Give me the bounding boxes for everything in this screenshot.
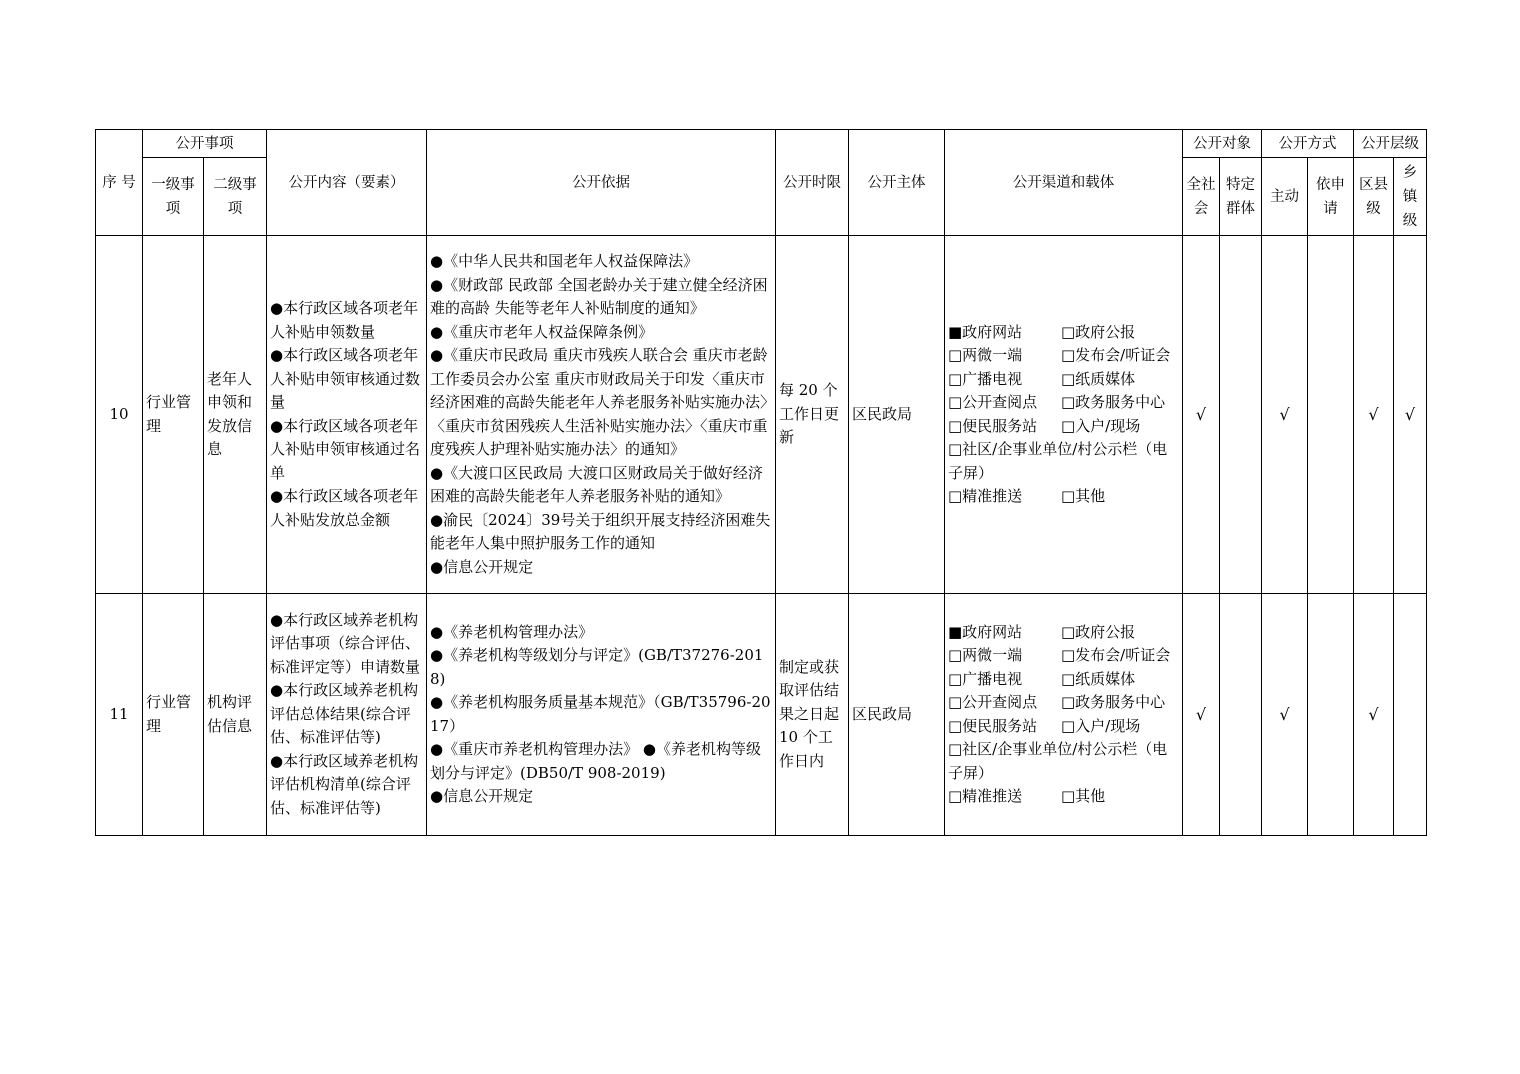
row-level2: 机构评估信息 [204, 594, 267, 836]
row-method-apply [1308, 236, 1354, 594]
row-seq: 10 [96, 236, 143, 594]
channel-other: □其他 [1061, 787, 1106, 805]
basis-item: ●《中华人民共和国老年人权益保障法》 [430, 252, 699, 270]
channel-other: □其他 [1061, 487, 1106, 505]
row-level2: 老年人申领和发放信息 [204, 236, 267, 594]
basis-item: ●《养老机构管理办法》 [430, 622, 594, 641]
row-time-limit: 制定或获取评估结果之日起 10 个工作日内 [776, 594, 849, 836]
header-content: 公开内容（要素） [267, 130, 427, 236]
channel-gov-gazette: □政府公报 [1061, 622, 1136, 641]
channel-reading-point: □公开查阅点 [948, 693, 1038, 711]
channel-two-wei: □两微一端 [948, 646, 1023, 664]
header-subject: 公开主体 [849, 130, 945, 236]
row-content [267, 236, 427, 594]
row-target-all: √ [1183, 236, 1220, 594]
content-item: ●本行政区域养老机构评估总体结果(综合评估、标准评估等) [270, 681, 419, 747]
content-item: ●本行政区域各项老年人补贴申领数量 [270, 299, 419, 341]
channel-door: □入户/现场 [1061, 716, 1141, 735]
channel-gov-site: ■政府网站 [948, 622, 1023, 641]
row-target-specific [1220, 236, 1262, 594]
row-subject: 区民政局 [849, 594, 945, 836]
basis-item: ●《养老机构等级划分与评定》(GB/T37276-2018) [430, 646, 764, 688]
header-target-all: 全社会 [1183, 158, 1220, 236]
row-method-apply [1308, 594, 1354, 836]
basis-item: ●《重庆市民政局 重庆市残疾人联合会 重庆市老龄工作委员会办公室 重庆市财政局关于印发〈重庆市经济困难的高龄失能老年人养老服务补贴实施办法〉〈重庆市贫困残疾人生活补贴实施办法〉〈重庆市重度残疾人护理补贴实施办法〉的通知》 [430, 346, 768, 458]
channel-service-center: □政务服务中心 [1061, 693, 1166, 711]
header-method: 公开方式 [1262, 130, 1354, 158]
basis-item: ●渝民〔2024〕39号关于组织开展支持经济困难失能老年人集中照护服务工作的通知 [430, 510, 771, 552]
row-seq: 11 [96, 594, 143, 836]
row-channels [945, 236, 1183, 594]
header-method-active: 主动 [1262, 158, 1308, 236]
channel-press: □发布会/听证会 [1061, 346, 1171, 364]
channel-two-wei: □两微一端 [948, 346, 1023, 364]
row-level-town: √ [1394, 236, 1427, 594]
header-target-specific: 特定群体 [1220, 158, 1262, 236]
channel-paper: □纸质媒体 [1061, 669, 1136, 688]
channel-broadcast: □广播电视 [948, 369, 1023, 388]
basis-item: ●《养老机构服务质量基本规范》（GB/T35796-2017） [430, 693, 771, 735]
channel-precise: □精准推送 [948, 487, 1023, 505]
row-time-limit: 每 20 个工作日更新 [776, 236, 849, 594]
header-level2: 二级事项 [204, 158, 267, 236]
header-seq: 序 号 [96, 130, 143, 236]
row-channels [945, 594, 1183, 836]
row-subject: 区民政局 [849, 236, 945, 594]
content-item: ●本行政区域各项老年人补贴申领审核通过数量 [270, 346, 421, 411]
basis-item: ●《重庆市养老机构管理办法》 ●《养老机构等级划分与评定》(DB50/T 908-2019) [430, 740, 761, 782]
channel-gov-site: ■政府网站 [948, 322, 1023, 341]
channel-bulletin: □社区/企事业单位/村公示栏（电子屏） [948, 740, 1168, 782]
channel-convenience: □便民服务站 [948, 716, 1038, 735]
basis-item: ●信息公开规定 [430, 787, 534, 805]
content-item: ●本行政区域各项老年人补贴发放总金额 [270, 487, 419, 529]
row-target-all: √ [1183, 594, 1220, 836]
basis-item: ●《财政部 民政部 全国老龄办关于建立健全经济困难的高龄 失能等老年人补贴制度的通知》 [430, 275, 768, 317]
table-row [96, 594, 1427, 836]
header-method-apply: 依申请 [1308, 158, 1354, 236]
row-level-county: √ [1354, 236, 1394, 594]
channel-door: □入户/现场 [1061, 416, 1141, 435]
content-item: ●本行政区域各项老年人补贴申领审核通过名单 [270, 416, 421, 482]
channel-service-center: □政务服务中心 [1061, 393, 1166, 411]
disclosure-table [95, 129, 1427, 836]
table-row [96, 236, 1427, 594]
channel-reading-point: □公开查阅点 [948, 393, 1038, 411]
row-target-specific [1220, 594, 1262, 836]
channel-bulletin: □社区/企事业单位/村公示栏（电子屏） [948, 440, 1168, 482]
channel-gov-gazette: □政府公报 [1061, 322, 1136, 341]
header-level-town: 乡镇级 [1394, 158, 1427, 236]
header-level-county: 区县级 [1354, 158, 1394, 236]
content-item: ●本行政区域养老机构评估事项（综合评估、标准评定等）申请数量 [270, 610, 421, 676]
row-method-active: √ [1262, 236, 1308, 594]
row-level-town [1394, 594, 1427, 836]
channel-paper: □纸质媒体 [1061, 369, 1136, 388]
basis-item: ●《大渡口区民政局 大渡口区财政局关于做好经济困难的高龄失能老年人养老服务补贴的通知》 [430, 463, 763, 505]
header-level1: 一级事项 [143, 158, 204, 236]
header-basis: 公开依据 [427, 130, 776, 236]
header-time-limit: 公开时限 [776, 130, 849, 236]
channel-precise: □精准推送 [948, 787, 1023, 805]
channel-press: □发布会/听证会 [1061, 646, 1171, 664]
basis-item: ●信息公开规定 [430, 557, 534, 576]
header-target: 公开对象 [1183, 130, 1262, 158]
header-matters: 公开事项 [143, 130, 267, 158]
header-row-1 [96, 130, 1427, 158]
row-basis [427, 594, 776, 836]
row-basis [427, 236, 776, 594]
row-level1: 行业管理 [143, 594, 204, 836]
basis-item: ●《重庆市老年人权益保障条例》 [430, 322, 654, 341]
header-channels: 公开渠道和载体 [945, 130, 1183, 236]
content-item: ●本行政区域养老机构评估机构清单(综合评估、标准评估等) [270, 751, 419, 817]
header-level: 公开层级 [1354, 130, 1427, 158]
row-level1: 行业管理 [143, 236, 204, 594]
channel-convenience: □便民服务站 [948, 416, 1038, 435]
row-content [267, 594, 427, 836]
row-method-active: √ [1262, 594, 1308, 836]
row-level-county: √ [1354, 594, 1394, 836]
channel-broadcast: □广播电视 [948, 669, 1023, 688]
